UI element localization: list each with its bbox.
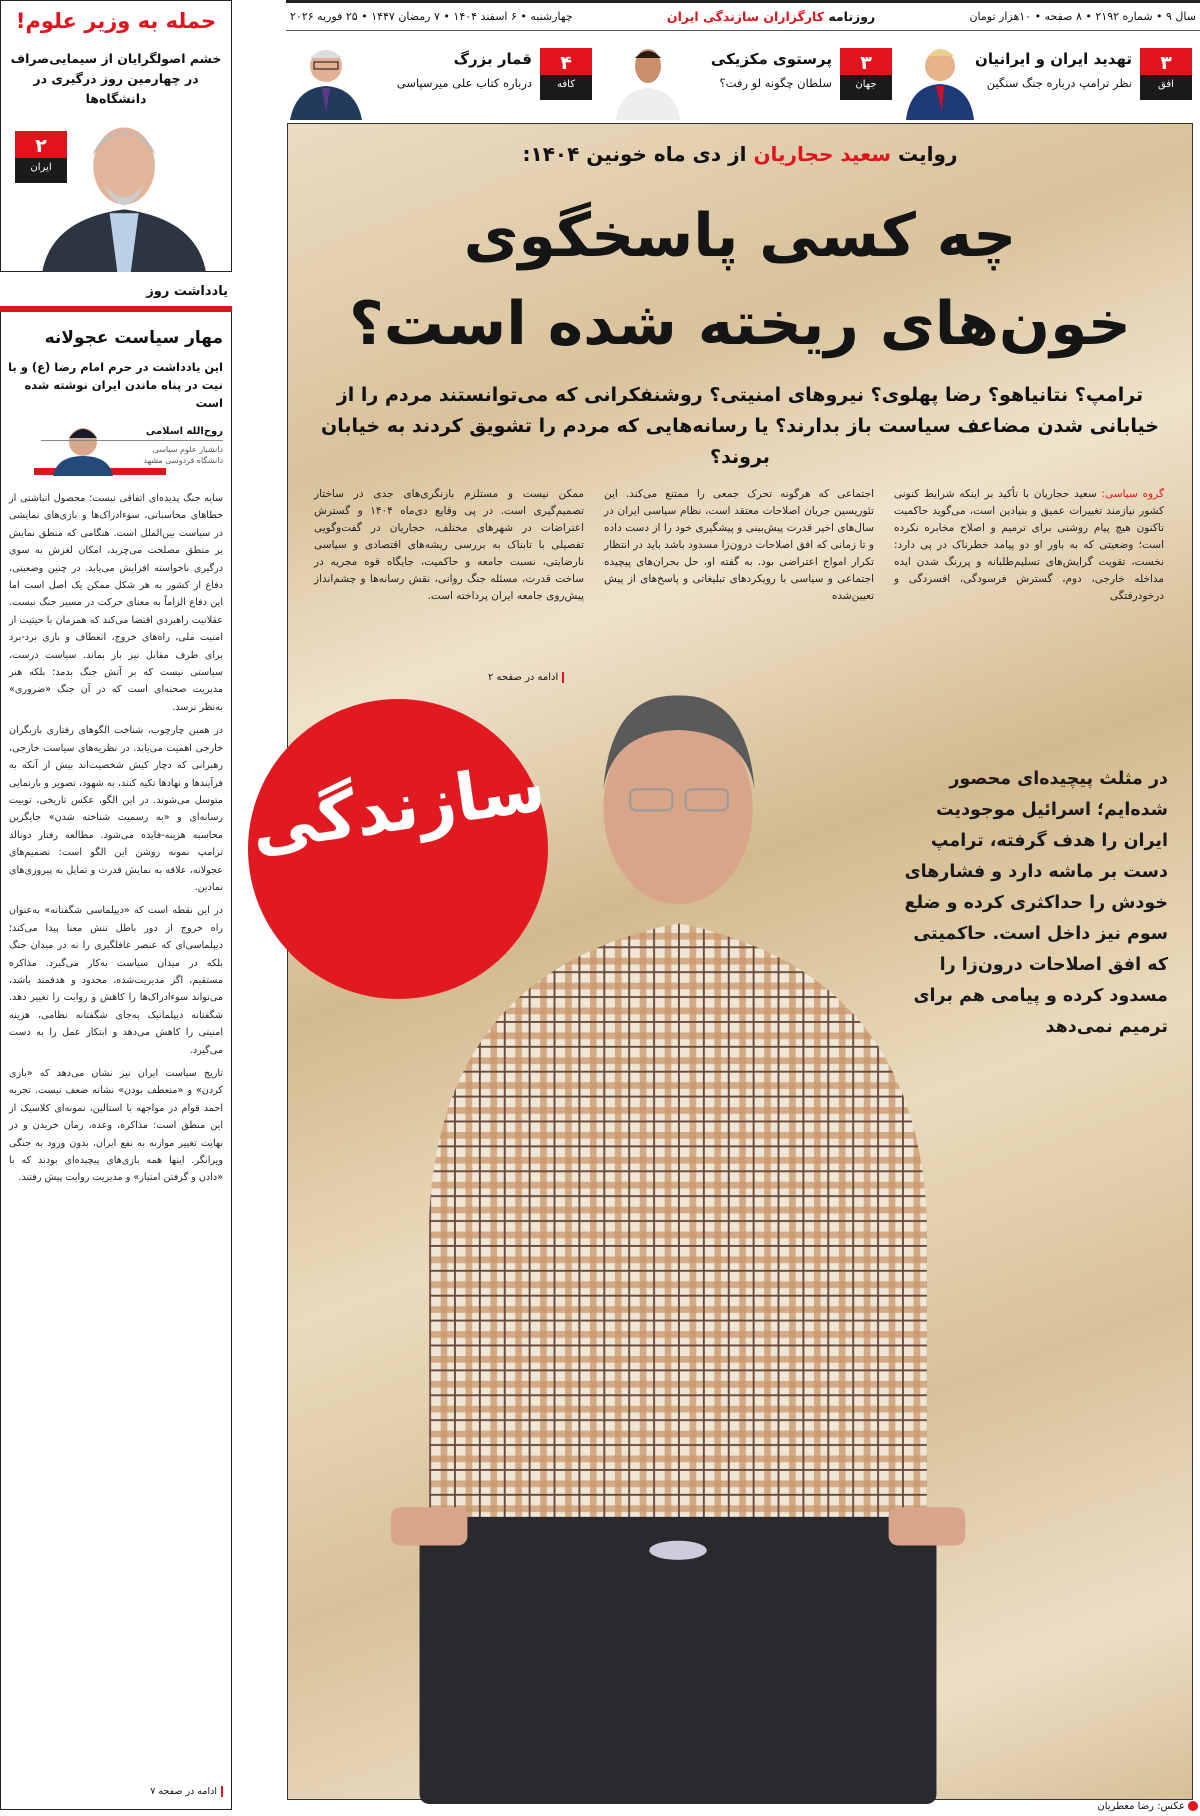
kicker: روایت سعید حجاریان از دی ماه خونین ۱۴۰۴:: [522, 142, 958, 166]
editorial-title: مهار سیاست عجولانه: [44, 328, 223, 348]
issue-date: چهارشنبه • ۶ اسفند ۱۴۰۴ • ۷ رمضان ۱۴۴۷ • ۲۵ فوریه ۲۰۲۶: [290, 10, 573, 23]
side-story-title: حمله به وزیر علوم!: [15, 9, 217, 33]
divider: [41, 440, 223, 441]
continued-link[interactable]: ادامه در صفحه ۲: [488, 672, 564, 683]
side-story-subtitle: خشم اصولگرایان از سیمایی‌صراف در چهارمین روز درگیری در دانشگاه‌ها: [10, 51, 222, 106]
teaser-title: پرستوی مکزیکی: [710, 50, 832, 68]
headline-line-1: چه کسی پاسخگوی: [463, 201, 1017, 271]
editorial-column: [0, 312, 232, 1810]
teaser-subtitle: نظر ترامپ درباره جنگ سنگین: [986, 76, 1132, 90]
story-column: ممکن نیست و مستلزم بازنگری‌های جدی در ساختار تصمیم‌گیری است. در پی وقایع دی‌ماه ۱۴۰۴ و گسترش اعتراضات در شهرهای مختلف، حجاریان در گفت‌وگویی تفصیلی با تابناک به بررسی ریشه‌های اقتصادی و سیاسی نارضایتی، نسبت جامعه و حاکمیت، جایگاه قوه مجریه در ساخت قدرت، مسئله جنگ روانی، نقش رسانه‌ها و چشم‌انداز پیش‌روی جامعه ایران پرداخته است.: [314, 488, 584, 602]
page-badge: ۳ جهان: [840, 48, 892, 100]
headline-line-2: خون‌های ریخته شده است؟: [348, 289, 1132, 359]
page-badge: ۲ ایران: [15, 131, 67, 183]
teaser-photo: [286, 42, 366, 120]
continued-link[interactable]: ادامه در صفحه ۷: [150, 1786, 223, 1797]
editorial-subtitle: این یادداشت در حرم امام رضا (ع) و با نیت در پناه ماندن ایران نوشته شده است: [8, 360, 223, 410]
main-story: [246, 123, 1193, 1800]
paragraph: در این نقطه است که «دیپلماسی شگفتانه» به‌عنوان راه خروج از دور باطل تنش معنا پیدا می‌کند؛ دیپلماسی‌ای که عنصر غافلگیری را نه در میدان جنگ بلکه در میدان سیاست به‌کار می‌گیرد. مذاکره مستقیم، اگر مدیریت‌شده، محدود و هدفمند باشد، می‌تواند سوءادراک‌ها را کاهش و روایت را تغییر دهد. شگفتانه دیپلماتیک به‌جای شگفتانه نظامی، هزینه امنیتی را کاهش می‌دهد و ابتکار عمل را به دست می‌گیرد.: [9, 905, 223, 1056]
teaser-title: قمار بزرگ: [453, 50, 532, 68]
story-column: اجتماعی که هرگونه تحرک جمعی را ممتنع می‌کند. این تئوریسین جریان اصلاحات معتقد است، نظام سیاسی ایران در سال‌های اخیر قدرت پیش‌بینی و پیشگیری خود را از دست داده و تا زمانی که افق اصلاحات درون‌زا مسدود باشد باید در انتظار تکرار امواج اعتراضی بود. به گفته او، حل بحران‌های پیچیده اجتماعی و سیاسی با رویکردهای تبلیغاتی و پاسخ‌های از پیش تعیین‌شده: [604, 488, 874, 602]
teaser-item[interactable]: [600, 40, 900, 120]
teaser-item[interactable]: [286, 40, 600, 120]
teaser-subtitle: سلطان چگونه لو رفت؟: [719, 76, 832, 90]
teaser-title: تهدید ایران و ایرانیان: [975, 50, 1132, 68]
dek: ترامپ؟ نتانیاهو؟ رضا پهلوی؟ نیروهای امنیتی؟ روشنفکرانی که می‌توانستند مردم را از خیابانی شدن مضاعف سیاست باز بدارند؟ یا رسانه‌هایی که مردم را تشویق کردند به خیابان بروند؟: [321, 384, 1159, 468]
paragraph: در همین چارچوب، شناخت الگوهای رفتاری بازیگران خارجی اهمیت می‌یابد. در نظریه‌های سیاست خارجی، رهبرانی که دچار کیش شخصیت‌اند بیش از آنکه به فرآیندها و نهادها تکیه کنند، به شهود، تصویر و بازنمایی متوسل می‌شوند. در این الگو، عکس تاریخی، توییت رسانه‌ای و «به رسمیت شناخته شدن» جایگزین محاسبه هزینه-فایده می‌شود. مطالعه رفتار دونالد ترامپ نمونه روشن این الگو است: تصمیم‌های عجولانه، علاقه به نمایش قدرت و تمایل به پیروزی‌های نمادین.: [9, 725, 223, 893]
sazandegi-logo: سازندگی: [248, 699, 548, 999]
teaser-subtitle: درباره کتاب علی میرسپاسی: [396, 76, 532, 90]
section-label: یادداشت روز: [0, 284, 232, 312]
author-role: دانشیار علوم سیاسی دانشگاه فردوسی مشهد: [143, 445, 223, 465]
author-name: روح‌الله اسلامی: [145, 426, 223, 437]
story-column: گروه سیاسی: سعید حجاریان با تأکید بر اینکه شرایط کنونی کشور نیازمند تغییرات عمیق و بنیادین است، می‌گوید حاکمیت تاکنون هیچ پیام روشنی برای ترمیم و اصلاح مخابره نکرده است؛ وضعیتی که به باور او دو پیامد خطرناک در پی دارد: نخست، تقویت گرایش‌های تسلیم‌طلبانه و پررنگ شدن ایده مداخله خارجی، دوم، گسترش فرسودگی، افسردگی و درخودرفتگی: [894, 488, 1164, 602]
issue-info: سال ۹ • شماره ۲۱۹۲ • ۸ صفحه • ۱۰هزار تومان: [969, 10, 1196, 23]
paragraph: سایه جنگ پدیده‌ای اتفاقی نیست؛ محصول انباشتی از خطاهای محاسباتی، سوءادراک‌ها و بازی‌های نمایشی در سیاست بین‌الملل است. هنگامی که منطق نمایش بر منطق مصلحت می‌چربد، امکان لغزش به سوی درگیری ناخواسته افزایش می‌یابد. در چنین وضعیتی، دفاع از کشور به هر شکل ممکن یک اصل است اما این دفاع الزاماً به معنای حرکت در مسیر جنگ نیست. عقلانیت راهبردی اقتضا می‌کند که همزمان با حیثیت از امنیت ملی، راه‌های خروج، انعطاف و بازی برد-برد برای طرف مقابل نیز باز بماند. سیاست درست، سیاستی نیست که بر آتش جنگ بدمد؛ بلکه هنر مدیریت صحنه‌ای است که در آن جنگ «ضروری» به‌نظر نرسد.: [9, 493, 223, 713]
editorial-body: [9, 490, 223, 1193]
teaser-photo: [900, 42, 980, 120]
paragraph: تاریخ سیاست ایران نیز نشان می‌دهد که «بازی کردن» و «منعطف بودن» نشانه ضعف نیست. تجربه احمد قوام در مواجهه با استالین، نمونه‌ای کلاسیک از این منطق است: مذاکره، وعده، زمان خریدن و در نهایت تغییر موازنه به نفع ایران، بدون ورود به جنگی ویرانگر. اینها همه بازی‌های پیچیده‌ای بودند که با «دادن و گرفتن امتیاز» و مدیریت روایت پیش رفتند.: [9, 1068, 223, 1184]
teaser-photo: [608, 42, 688, 120]
logo-dot-icon: [1188, 1801, 1198, 1811]
author-avatar: [47, 420, 119, 476]
page-badge: ۳ افق: [1140, 48, 1192, 100]
pull-quote: در مثلث پیچیده‌ای محصور شده‌ایم؛ اسرائیل موجودیت ایران را هدف گرفته، ترامپ دست بر ماشه دارد و فشارهای خودش را حداکثری کرده و ضلع سوم نیز داخل است. حاکمیتی که افق اصلاحات درون‌زا را مسدود کرده و پیامی هم برای ترمیم نمی‌دهد: [904, 769, 1168, 1037]
page-badge: ۴ کافه: [540, 48, 592, 100]
photo-credit: عکس: رضا معطریان: [1060, 1801, 1198, 1812]
teaser-item[interactable]: [900, 40, 1200, 120]
paper-prefix: روزنامه: [828, 9, 876, 24]
side-story[interactable]: [0, 0, 232, 272]
masthead-bar: [286, 0, 1200, 31]
paper-name: [667, 9, 875, 24]
paper-brand: کارگزاران سازندگی ایران: [666, 9, 824, 24]
